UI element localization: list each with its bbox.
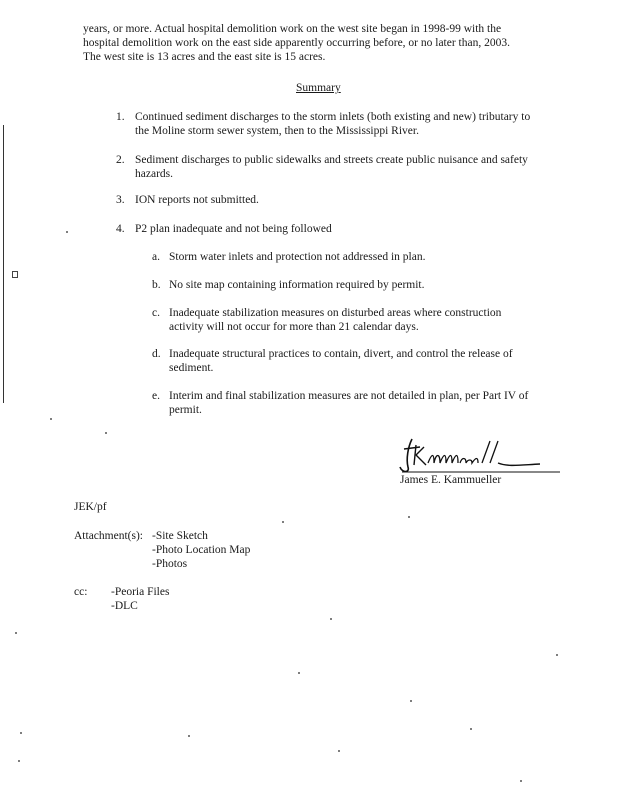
- attachments-list: [152, 529, 250, 571]
- scan-speck: [338, 750, 340, 752]
- subitem-letter: b.: [152, 279, 161, 291]
- scan-speck: [282, 521, 284, 523]
- handwritten-signature: [390, 437, 570, 475]
- item-text: [135, 222, 332, 236]
- scan-speck: [66, 231, 68, 233]
- attachment-item: -Photo Location Map: [152, 544, 251, 556]
- scan-speck: [18, 760, 20, 762]
- attachments-label: Attachment(s):: [74, 530, 143, 542]
- item-line: ION reports not submitted.: [135, 194, 259, 206]
- subitem-line: No site map containing information required by permit.: [169, 279, 425, 291]
- scan-speck: [298, 672, 300, 674]
- item-line: the Moline storm sewer system, then to the Mississippi River.: [135, 125, 419, 137]
- scan-margin-mark: [12, 271, 18, 278]
- subitem-text: [169, 306, 501, 334]
- subitem-text: [169, 389, 528, 417]
- cc-item: -DLC: [111, 600, 138, 612]
- item-text: [135, 193, 259, 207]
- item-line: hazards.: [135, 168, 173, 180]
- subitem-line: sediment.: [169, 362, 214, 374]
- subitem-letter: a.: [152, 251, 160, 263]
- subitem-letter: c.: [152, 307, 160, 319]
- subitem-line: Storm water inlets and protection not addressed in plan.: [169, 251, 426, 263]
- subitem-text: [169, 250, 425, 264]
- subitem-letter: d.: [152, 348, 161, 360]
- intro-paragraph: [83, 22, 563, 64]
- scan-speck: [105, 432, 107, 434]
- item-line: P2 plan inadequate and not being followed: [135, 223, 332, 235]
- subitem-text: [169, 347, 513, 375]
- item-number: 3.: [116, 194, 125, 206]
- cc-list: [111, 585, 169, 613]
- scan-speck: [520, 780, 522, 782]
- attachment-item: -Site Sketch: [152, 530, 208, 542]
- scan-speck: [20, 732, 22, 734]
- item-text: [135, 110, 530, 138]
- subitem-line: Inadequate structural practices to contain, divert, and control the release of: [169, 348, 513, 360]
- scan-speck: [15, 632, 17, 634]
- scan-speck: [408, 516, 410, 518]
- item-line: Sediment discharges to public sidewalks and streets create public nuisance and safety: [135, 154, 528, 166]
- summary-heading: Summary: [296, 82, 341, 94]
- subitem-letter: e.: [152, 390, 160, 402]
- scan-speck: [556, 654, 558, 656]
- subitem-line: Interim and final stabilization measures are not detailed in plan, per Part IV of: [169, 390, 529, 402]
- subitem-line: activity will not occur for more than 21 calendar days.: [169, 321, 419, 333]
- scan-speck: [50, 418, 52, 420]
- signer-name: James E. Kammueller: [400, 474, 502, 486]
- attachment-item: -Photos: [152, 558, 188, 570]
- intro-line-2: hospital demolition work on the east side apparently occurring before, or no later than, 2003.: [83, 37, 510, 49]
- subitem-line: Inadequate stabilization measures on disturbed areas where construction: [169, 307, 502, 319]
- scan-speck: [410, 700, 412, 702]
- cc-label: cc:: [74, 586, 88, 598]
- cc-item: -Peoria Files: [111, 586, 170, 598]
- typist-initials: JEK/pf: [74, 501, 107, 513]
- item-line: Continued sediment discharges to the storm inlets (both existing and new) tributary to: [135, 111, 531, 123]
- subitem-line: permit.: [169, 404, 202, 416]
- item-number: 4.: [116, 223, 125, 235]
- scan-speck: [330, 618, 332, 620]
- scan-speck: [470, 728, 472, 730]
- item-text: [135, 153, 528, 181]
- intro-line-1: years, or more. Actual hospital demolition work on the west site began in 1998-99 with the: [83, 23, 502, 35]
- item-number: 1.: [116, 111, 125, 123]
- scan-margin-line: [3, 125, 4, 403]
- subitem-text: [169, 278, 425, 292]
- intro-line-3: The west site is 13 acres and the east site is 15 acres.: [83, 51, 326, 63]
- scan-speck: [188, 735, 190, 737]
- item-number: 2.: [116, 154, 125, 166]
